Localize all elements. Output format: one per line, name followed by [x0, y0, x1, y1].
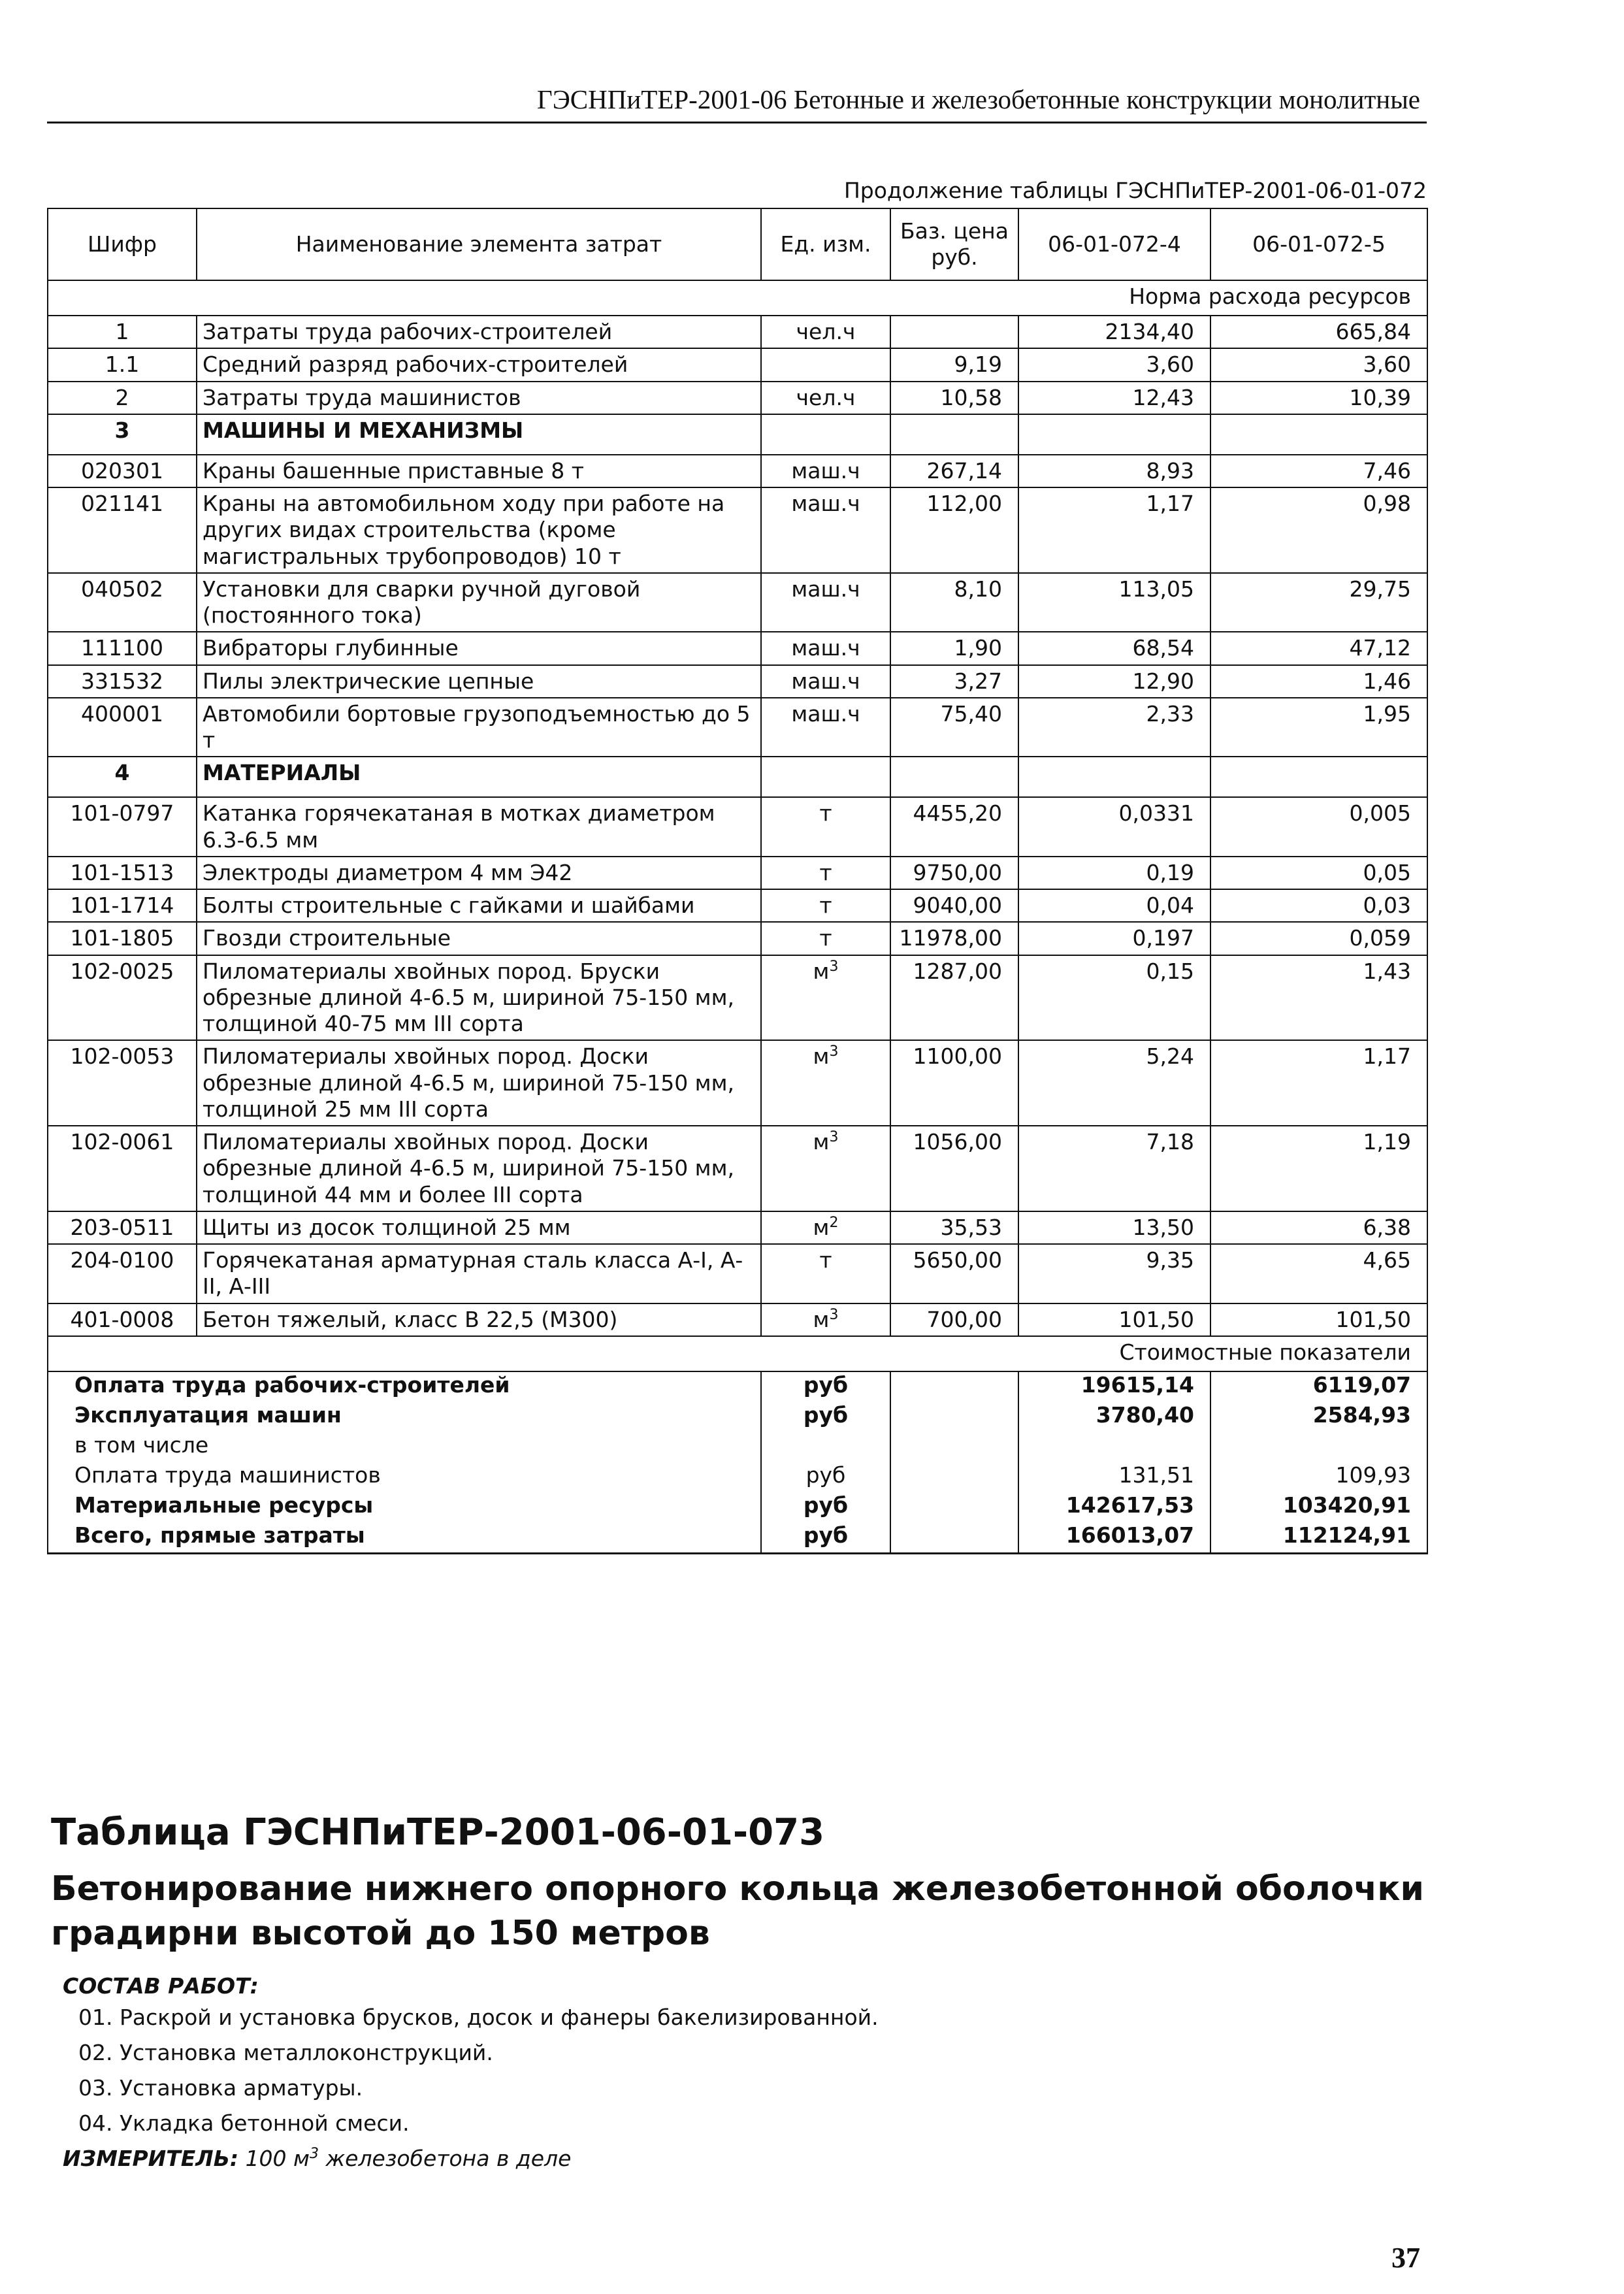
table-row	[48, 316, 1427, 348]
row-name: Пиломатериалы хвойных пород. Доски обрезные длиной 4-6.5 м, шириной 75-150 мм, толщиной 25 мм III сорта	[197, 1040, 761, 1126]
row-code: 331532	[48, 665, 197, 698]
table-row	[48, 1211, 1427, 1244]
page-number: 37	[1391, 2242, 1420, 2274]
row-v4: 68,54	[1018, 632, 1210, 664]
row-v5: 0,005	[1210, 797, 1427, 857]
table-row	[48, 698, 1427, 757]
row-unit-text: м	[813, 1043, 830, 1070]
row-price	[890, 316, 1018, 348]
row-name: Установки для сварки ручной дуговой (постоянного тока)	[197, 573, 761, 632]
row-v4	[1018, 757, 1210, 797]
row-unit-text: маш.ч	[791, 491, 860, 516]
summary-v4: 142617,53	[1018, 1492, 1210, 1522]
row-name: Болты строительные с гайками и шайбами	[197, 889, 761, 922]
cost-row-label: Стоимостные показатели	[48, 1336, 1427, 1371]
row-price: 8,10	[890, 573, 1018, 632]
row-v4: 13,50	[1018, 1211, 1210, 1244]
row-price: 10,58	[890, 382, 1018, 414]
row-unit-text: м	[813, 1214, 830, 1240]
row-code: 101-1805	[48, 922, 197, 955]
works-item: 04. Укладка бетонной смеси.	[78, 2110, 410, 2136]
row-unit-text: м	[813, 958, 830, 984]
row-unit-sup: 2	[829, 1214, 839, 1231]
summary-v5: 6119,07	[1210, 1371, 1427, 1402]
measure-sup: 3	[309, 2146, 319, 2162]
table-row	[48, 414, 1427, 455]
row-v4	[1018, 414, 1210, 455]
summary-unit	[761, 1432, 890, 1462]
row-unit-text: м	[813, 1306, 830, 1332]
summary-label: Всего, прямые затраты	[48, 1522, 761, 1554]
table73-title: Таблица ГЭСНПиТЕР-2001-06-01-073	[51, 1811, 825, 1854]
row-code: 102-0053	[48, 1040, 197, 1126]
summary-row	[48, 1432, 1427, 1462]
row-unit-sup: 3	[829, 1129, 839, 1145]
row-name: Затраты труда машинистов	[197, 382, 761, 414]
row-unit	[761, 955, 890, 1041]
table-row	[48, 889, 1427, 922]
measure-line	[63, 2146, 571, 2171]
row-code: 204-0100	[48, 1244, 197, 1303]
row-unit	[761, 1126, 890, 1211]
row-v5: 101,50	[1210, 1303, 1427, 1336]
row-code: 101-1714	[48, 889, 197, 922]
row-name: Гвозди строительные	[197, 922, 761, 955]
summary-unit: руб	[761, 1402, 890, 1432]
row-price: 267,14	[890, 455, 1018, 487]
row-v5: 3,60	[1210, 348, 1427, 381]
row-unit	[761, 348, 890, 381]
summary-price	[890, 1522, 1018, 1554]
table-row	[48, 757, 1427, 797]
row-v5: 1,19	[1210, 1126, 1427, 1211]
row-unit	[761, 757, 890, 797]
summary-v4: 166013,07	[1018, 1522, 1210, 1554]
table-row	[48, 348, 1427, 381]
row-unit-sup: 3	[829, 1043, 839, 1060]
table-row	[48, 1040, 1427, 1126]
measure-label: ИЗМЕРИТЕЛЬ:	[63, 2146, 239, 2171]
summary-v5: 103420,91	[1210, 1492, 1427, 1522]
row-name: Бетон тяжелый, класс В 22,5 (М300)	[197, 1303, 761, 1336]
row-v5: 0,05	[1210, 857, 1427, 889]
row-v5: 0,059	[1210, 922, 1427, 955]
row-unit-text: чел.ч	[796, 384, 856, 410]
summary-price	[890, 1432, 1018, 1462]
row-price: 1287,00	[890, 955, 1018, 1041]
summary-unit: руб	[761, 1371, 890, 1402]
row-price: 1100,00	[890, 1040, 1018, 1126]
row-v5: 7,46	[1210, 455, 1427, 487]
row-code: 401-0008	[48, 1303, 197, 1336]
row-code: 040502	[48, 573, 197, 632]
summary-row	[48, 1402, 1427, 1432]
row-v4: 7,18	[1018, 1126, 1210, 1211]
row-price: 35,53	[890, 1211, 1018, 1244]
row-v5: 1,95	[1210, 698, 1427, 757]
row-name: Пиломатериалы хвойных пород. Доски обрезные длиной 4-6.5 м, шириной 75-150 мм, толщиной 44 мм и более III сорта	[197, 1126, 761, 1211]
row-unit	[761, 698, 890, 757]
table-row	[48, 1303, 1427, 1336]
row-v4: 12,90	[1018, 665, 1210, 698]
row-price: 5650,00	[890, 1244, 1018, 1303]
row-price	[890, 757, 1018, 797]
row-price: 75,40	[890, 698, 1018, 757]
row-v5: 47,12	[1210, 632, 1427, 664]
row-name: Пиломатериалы хвойных пород. Бруски обрезные длиной 4-6.5 м, шириной 75-150 мм, толщиной 40-75 мм III сорта	[197, 955, 761, 1041]
row-unit	[761, 1040, 890, 1126]
summary-label: Оплата труда рабочих-строителей	[48, 1371, 761, 1402]
row-v4: 2134,40	[1018, 316, 1210, 348]
table-row	[48, 922, 1427, 955]
row-name: Средний разряд рабочих-строителей	[197, 348, 761, 381]
row-v4: 0,04	[1018, 889, 1210, 922]
row-unit	[761, 487, 890, 573]
row-v5: 4,65	[1210, 1244, 1427, 1303]
resource-table	[47, 208, 1428, 1554]
summary-price	[890, 1492, 1018, 1522]
summary-unit: руб	[761, 1522, 890, 1554]
row-name: Электроды диаметром 4 мм Э42	[197, 857, 761, 889]
row-unit	[761, 632, 890, 664]
summary-label: Оплата труда машинистов	[48, 1462, 761, 1492]
row-unit-text: т	[819, 925, 832, 951]
row-v4: 1,17	[1018, 487, 1210, 573]
row-price: 9040,00	[890, 889, 1018, 922]
summary-unit: руб	[761, 1462, 890, 1492]
summary-row	[48, 1522, 1427, 1554]
row-code: 111100	[48, 632, 197, 664]
row-name: МАШИНЫ И МЕХАНИЗМЫ	[197, 414, 761, 455]
summary-price	[890, 1462, 1018, 1492]
row-unit-text: маш.ч	[791, 457, 860, 483]
row-code: 021141	[48, 487, 197, 573]
row-v5	[1210, 757, 1427, 797]
summary-v4: 3780,40	[1018, 1402, 1210, 1432]
measure-value: 100 м	[245, 2146, 310, 2171]
row-v4: 0,15	[1018, 955, 1210, 1041]
summary-v5: 109,93	[1210, 1462, 1427, 1492]
row-price: 11978,00	[890, 922, 1018, 955]
row-price	[890, 414, 1018, 455]
row-price: 112,00	[890, 487, 1018, 573]
row-unit-text: чел.ч	[796, 319, 856, 344]
running-header-text: ГЭСНПиТЕР-2001-06 Бетонные и железобетонные конструкции монолитные	[537, 84, 1420, 114]
row-unit	[761, 382, 890, 414]
cost-row	[48, 1336, 1427, 1371]
works-item: 02. Установка металлоконструкций.	[78, 2040, 493, 2065]
row-unit-text: т	[819, 893, 832, 918]
summary-row	[48, 1371, 1427, 1402]
row-v4: 9,35	[1018, 1244, 1210, 1303]
row-v5: 0,03	[1210, 889, 1427, 922]
row-unit	[761, 889, 890, 922]
summary-row	[48, 1462, 1427, 1492]
row-code: 1	[48, 316, 197, 348]
row-unit	[761, 316, 890, 348]
col-header-v5: 06-01-072-5	[1210, 208, 1427, 280]
summary-v4: 19615,14	[1018, 1371, 1210, 1402]
row-code: 3	[48, 414, 197, 455]
row-unit	[761, 1244, 890, 1303]
table-row	[48, 632, 1427, 664]
row-unit-text: маш.ч	[791, 635, 860, 661]
row-price: 4455,20	[890, 797, 1018, 857]
works-item: 01. Раскрой и установка брусков, досок и фанеры бакелизированной.	[78, 2005, 879, 2030]
row-v4: 2,33	[1018, 698, 1210, 757]
summary-price	[890, 1402, 1018, 1432]
row-unit-text: т	[819, 1247, 832, 1273]
summary-unit: руб	[761, 1492, 890, 1522]
row-unit	[761, 1211, 890, 1244]
row-price: 9750,00	[890, 857, 1018, 889]
col-header-code: Шифр	[48, 208, 197, 280]
row-unit-text: т	[819, 859, 832, 885]
row-code: 020301	[48, 455, 197, 487]
summary-row	[48, 1492, 1427, 1522]
row-v5: 10,39	[1210, 382, 1427, 414]
row-name: Щиты из досок толщиной 25 мм	[197, 1211, 761, 1244]
table-row	[48, 665, 1427, 698]
row-code: 102-0061	[48, 1126, 197, 1211]
row-unit	[761, 573, 890, 632]
row-name: Автомобили бортовые грузоподъемностью до 5 т	[197, 698, 761, 757]
works-list	[78, 2005, 879, 2146]
table-row	[48, 455, 1427, 487]
row-code: 2	[48, 382, 197, 414]
row-unit-text: т	[819, 800, 832, 827]
row-v4: 0,19	[1018, 857, 1210, 889]
table-row	[48, 857, 1427, 889]
row-v4: 0,197	[1018, 922, 1210, 955]
row-v4: 12,43	[1018, 382, 1210, 414]
summary-v5	[1210, 1432, 1427, 1462]
row-name: Краны башенные приставные 8 т	[197, 455, 761, 487]
row-v5: 0,98	[1210, 487, 1427, 573]
row-unit-text: м	[813, 1129, 830, 1155]
row-v5: 6,38	[1210, 1211, 1427, 1244]
table-row	[48, 1126, 1427, 1211]
col-header-unit: Ед. изм.	[761, 208, 890, 280]
summary-label: Эксплуатация машин	[48, 1402, 761, 1432]
summary-label: в том числе	[48, 1432, 761, 1462]
row-v5: 1,46	[1210, 665, 1427, 698]
norm-row-label: Норма расхода ресурсов	[48, 280, 1427, 316]
row-v5: 29,75	[1210, 573, 1427, 632]
row-unit	[761, 414, 890, 455]
row-code: 1.1	[48, 348, 197, 381]
table-caption: Продолжение таблицы ГЭСНПиТЕР-2001-06-01-072	[843, 178, 1427, 203]
table-row	[48, 797, 1427, 857]
col-header-name: Наименование элемента затрат	[197, 208, 761, 280]
row-name: Горячекатаная арматурная сталь класса А-I, А-II, А-III	[197, 1244, 761, 1303]
row-v4: 101,50	[1018, 1303, 1210, 1336]
row-code: 101-1513	[48, 857, 197, 889]
row-unit	[761, 922, 890, 955]
row-unit-text: маш.ч	[791, 700, 860, 727]
running-header	[47, 84, 1427, 123]
row-unit	[761, 455, 890, 487]
summary-v4: 131,51	[1018, 1462, 1210, 1492]
row-v4: 8,93	[1018, 455, 1210, 487]
table-row	[48, 382, 1427, 414]
summary-price	[890, 1371, 1018, 1402]
row-unit-text: маш.ч	[791, 668, 860, 694]
row-v5: 1,17	[1210, 1040, 1427, 1126]
row-code: 4	[48, 757, 197, 797]
table-body	[48, 280, 1427, 1553]
table73-name: Бетонирование нижнего опорного кольца железобетонной оболочки градирни высотой до 150 метров	[51, 1869, 1424, 1953]
col-header-v4: 06-01-072-4	[1018, 208, 1210, 280]
summary-label: Материальные ресурсы	[48, 1492, 761, 1522]
row-price: 1056,00	[890, 1126, 1018, 1211]
summary-v5: 112124,91	[1210, 1522, 1427, 1554]
row-price: 1,90	[890, 632, 1018, 664]
works-heading: СОСТАВ РАБОТ:	[63, 1973, 259, 1999]
table-row	[48, 573, 1427, 632]
row-code: 102-0025	[48, 955, 197, 1041]
summary-v4	[1018, 1432, 1210, 1462]
row-unit-text: маш.ч	[791, 576, 860, 602]
row-v4: 0,0331	[1018, 797, 1210, 857]
row-name: МАТЕРИАЛЫ	[197, 757, 761, 797]
row-v5	[1210, 414, 1427, 455]
works-item: 03. Установка арматуры.	[78, 2075, 363, 2101]
row-code: 400001	[48, 698, 197, 757]
row-name: Краны на автомобильном ходу при работе на других видах строительства (кроме магистральных трубопроводов) 10 т	[197, 487, 761, 573]
row-name: Катанка горячекатаная в мотках диаметром 6.3-6.5 мм	[197, 797, 761, 857]
table-row	[48, 1244, 1427, 1303]
row-price: 9,19	[890, 348, 1018, 381]
row-v4: 3,60	[1018, 348, 1210, 381]
row-name: Пилы электрические цепные	[197, 665, 761, 698]
row-unit-sup: 3	[829, 1306, 839, 1323]
table-header-row	[48, 208, 1427, 280]
measure-rest: железобетона в деле	[325, 2146, 572, 2171]
row-v5: 665,84	[1210, 316, 1427, 348]
row-v4: 113,05	[1018, 573, 1210, 632]
norm-row	[48, 280, 1427, 316]
row-unit	[761, 857, 890, 889]
row-price: 3,27	[890, 665, 1018, 698]
row-price: 700,00	[890, 1303, 1018, 1336]
row-unit	[761, 1303, 890, 1336]
row-unit	[761, 665, 890, 698]
row-code: 203-0511	[48, 1211, 197, 1244]
row-unit	[761, 797, 890, 857]
table-row	[48, 487, 1427, 573]
row-name: Затраты труда рабочих-строителей	[197, 316, 761, 348]
row-name: Вибраторы глубинные	[197, 632, 761, 664]
row-v5: 1,43	[1210, 955, 1427, 1041]
col-header-price: Баз. цена руб.	[890, 208, 1018, 280]
summary-v5: 2584,93	[1210, 1402, 1427, 1432]
row-code: 101-0797	[48, 797, 197, 857]
row-v4: 5,24	[1018, 1040, 1210, 1126]
row-unit-sup: 3	[829, 958, 839, 975]
table-row	[48, 955, 1427, 1041]
